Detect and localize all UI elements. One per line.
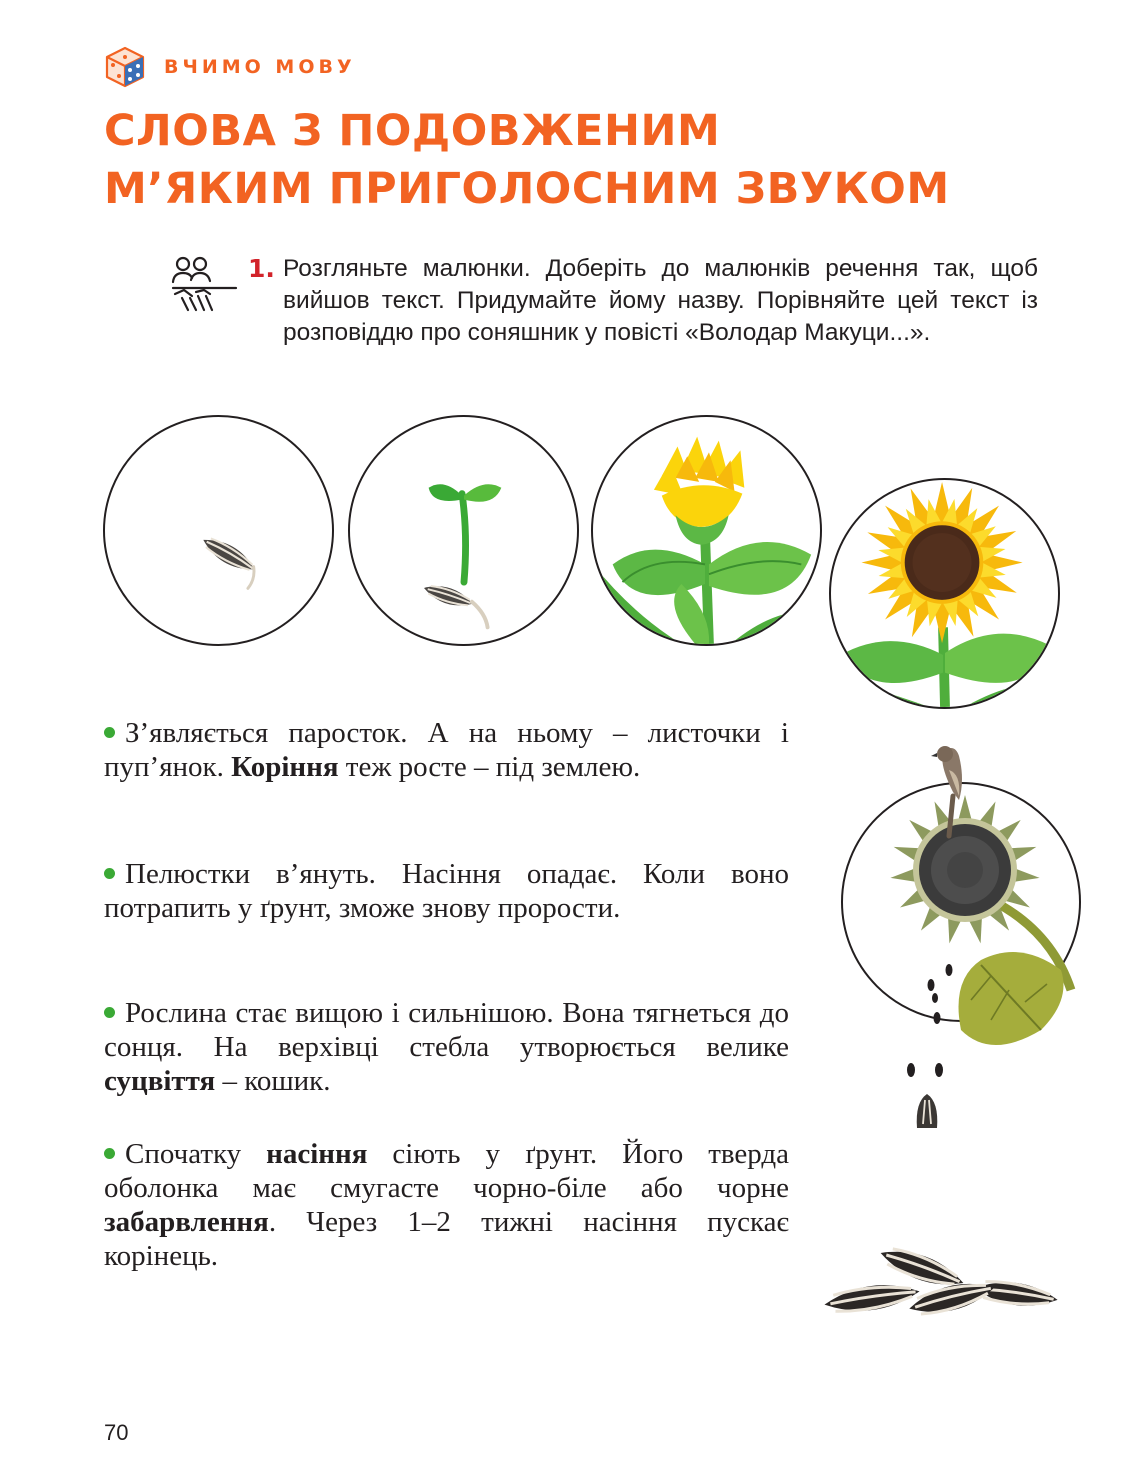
seed-icon (105, 417, 332, 644)
paragraph-3-text-b: – кошик. (222, 1065, 331, 1097)
sunflower-bloom-icon (831, 480, 1058, 707)
page-number: 70 (104, 1420, 129, 1445)
seeds-pile-icon (820, 1232, 1065, 1328)
paragraph-2 (104, 857, 789, 925)
paragraph-4-bold-a: насіння (266, 1138, 368, 1170)
bullet-icon (104, 868, 115, 879)
dice-icon (104, 46, 146, 88)
bullet-icon (104, 1007, 115, 1018)
paragraph-4-text-b: сіють у ґрунт. Його тверда оболонка має смугасте чорно-біле або чорне (104, 1138, 789, 1204)
section-label (104, 46, 356, 88)
task-text: Розгляньте малюнки. Доберіть до малюнків речення так, щоб вийшов текст. Придумайте йому назву. Порівняйте цей текст із розповіддю про соняшник у повісті «Володар Макуци...». (283, 255, 1038, 346)
bud-circle (591, 415, 822, 646)
paragraph-1 (104, 716, 789, 784)
bullet-icon (104, 1148, 115, 1159)
sprout-circle (348, 415, 579, 646)
page-title (104, 102, 1064, 218)
section-label-text: ВЧИМО МОВУ (164, 56, 356, 78)
paragraph-1-text-a: З’являється паросток. А на ньому – листочки і пуп’янок. (104, 717, 789, 783)
paragraph-1-bold-a: Коріння (231, 751, 339, 783)
paragraph-4-text-c: . Через 1–2 тижні насіння пускає корінець. (104, 1206, 789, 1272)
group-work-icon (170, 254, 240, 316)
paragraph-4-text-a: Спочатку (125, 1138, 242, 1170)
paragraph-3-text-a: Рослина стає вищою і сильнішою. Вона тягнеться до сонця. На верхівці стебла утворюється велике (104, 997, 789, 1063)
paragraph-4-bold-b: забарвлення (104, 1206, 269, 1238)
paragraph-4 (104, 1137, 789, 1273)
bud-icon (593, 417, 820, 644)
task-number: 1. (248, 254, 275, 283)
wilting-sunflower-with-bird-icon (841, 740, 1081, 1130)
seed-circle (103, 415, 334, 646)
paragraph-3 (104, 996, 789, 1098)
paragraph-1-text-b: теж росте – під землею. (345, 751, 641, 783)
sunflower-circle (829, 478, 1060, 709)
page-title-line-1: СЛОВА З ПОДОВЖЕНИМ (104, 106, 721, 156)
bullet-icon (104, 727, 115, 738)
sprout-icon (350, 417, 577, 644)
page-title-line-2: М’ЯКИМ ПРИГОЛОСНИМ ЗВУКОМ (104, 164, 950, 214)
paragraph-2-text-a: Пелюстки в’януть. Насіння опадає. Коли воно потрапить у ґрунт, зможе знову прорости. (104, 858, 789, 924)
paragraph-3-bold-a: суцвіття (104, 1065, 216, 1097)
